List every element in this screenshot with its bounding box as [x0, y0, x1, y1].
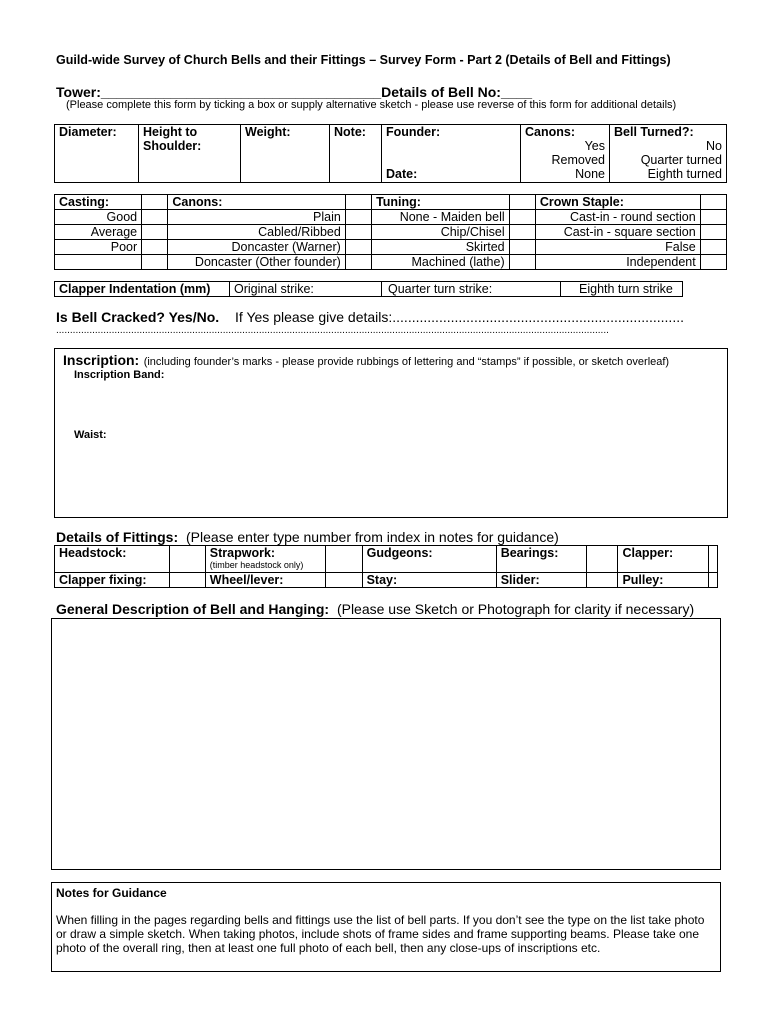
checkbox[interactable]	[509, 255, 535, 270]
wheel-label: Wheel/lever:	[205, 573, 325, 588]
canons-none[interactable]: None	[575, 167, 605, 181]
general-title: General Description of Bell and Hanging:	[56, 601, 330, 617]
checkbox[interactable]	[142, 240, 168, 255]
canons-top-label: Canons:	[525, 125, 575, 139]
inscription-hint: (including founder’s marks - please provide rubbings of lettering and “stamps” if possible, or sketch overleaf)	[143, 356, 670, 368]
crown-square: Cast-in - square section	[535, 225, 700, 240]
quarter-strike-cell[interactable]	[382, 282, 561, 297]
inscription-title: Inscription:	[63, 352, 140, 368]
strapwork-field[interactable]	[325, 546, 362, 573]
eighth-strike-label: Eighth turn strike	[579, 282, 673, 296]
cracked-line	[56, 309, 684, 325]
canons-doncaster-warner: Doncaster (Warner)	[168, 240, 345, 255]
checkbox[interactable]	[142, 225, 168, 240]
notes-title: Notes for Guidance	[56, 886, 167, 900]
crown-round: Cast-in - round section	[535, 210, 700, 225]
fittings-hint: (Please enter type number from index in notes for guidance)	[186, 529, 559, 545]
fittings-table	[54, 545, 718, 588]
bell-details-table	[54, 124, 727, 183]
clapper-indentation-table	[54, 281, 683, 297]
form-title: Guild-wide Survey of Church Bells and their Fittings – Survey Form - Part 2 (Details of Bell and Fittings)	[56, 53, 671, 67]
checkbox[interactable]	[345, 210, 371, 225]
strapwork-label: Strapwork:	[209, 546, 276, 560]
quarter-strike-label: Quarter turn strike:	[388, 282, 493, 296]
crown-label: Crown Staple:	[535, 195, 700, 210]
tuning-machined: Machined (lathe)	[372, 255, 510, 270]
shoulder-label: Shoulder:	[143, 139, 202, 153]
general-hint: (Please use Sketch or Photograph for clarity if necessary)	[336, 601, 695, 617]
original-strike-label: Original strike:	[234, 282, 314, 296]
checkbox[interactable]	[345, 225, 371, 240]
checkbox[interactable]	[345, 195, 371, 210]
slider-field[interactable]	[586, 573, 618, 588]
note-label: Note:	[334, 125, 366, 139]
original-strike-cell[interactable]	[230, 282, 382, 297]
checkbox[interactable]	[345, 255, 371, 270]
headstock-label: Headstock:	[55, 546, 170, 573]
fittings-header	[56, 529, 559, 545]
tuning-chip: Chip/Chisel	[372, 225, 510, 240]
inscription-header	[63, 352, 669, 370]
canons-label: Canons:	[168, 195, 345, 210]
diameter-label: Diameter:	[59, 125, 117, 139]
cracked-details[interactable]: If Yes please give details:...........................................................................	[235, 309, 684, 325]
checkbox[interactable]	[509, 240, 535, 255]
stay-label: Stay:	[362, 573, 496, 588]
bearings-field[interactable]	[586, 546, 618, 573]
tuning-skirted: Skirted	[372, 240, 510, 255]
tuning-label: Tuning:	[372, 195, 510, 210]
instruction-text: (Please complete this form by ticking a box or supply alternative sketch - please use reverse of this form for additional details)	[66, 99, 677, 111]
canons-top-cell[interactable]	[521, 125, 610, 183]
checkbox[interactable]	[142, 195, 168, 210]
strapwork-cell	[205, 546, 325, 573]
diameter-cell[interactable]	[55, 125, 139, 183]
notes-box	[51, 882, 721, 972]
founder-label: Founder:	[386, 125, 441, 139]
bell-turned-label: Bell Turned?:	[614, 125, 694, 139]
gudgeons-label: Gudgeons:	[362, 546, 496, 573]
general-description-box[interactable]	[51, 618, 721, 870]
slider-label: Slider:	[496, 573, 586, 588]
checkbox[interactable]	[700, 240, 726, 255]
checkbox[interactable]	[700, 225, 726, 240]
tower-line: Tower:____________________________________Details of Bell No:____	[56, 84, 533, 100]
canons-plain: Plain	[168, 210, 345, 225]
canons-removed[interactable]: Removed	[551, 153, 605, 167]
canons-doncaster-other: Doncaster (Other founder)	[168, 255, 345, 270]
strapwork-note: (timber headstock only)	[209, 560, 304, 570]
checkbox[interactable]	[700, 255, 726, 270]
checkbox[interactable]	[700, 195, 726, 210]
turned-no[interactable]: No	[706, 139, 722, 153]
canons-cabled: Cabled/Ribbed	[168, 225, 345, 240]
cracked-dots[interactable]: .......................................................................................................................................................................................................	[56, 325, 609, 336]
height-label: Height to	[143, 125, 198, 139]
inscription-band-label: Inscription Band:	[74, 369, 165, 381]
wheel-field[interactable]	[325, 573, 362, 588]
notes-body: When filling in the pages regarding bells and fittings use the list of bell parts. If you don’t see the type on the list take photo or draw a simple sketch. When taking photos, include shots of frame sides and frame supporting beams. Please take one photo of the overall ring, then at least one full photo of each bell, then any close-ups of inscriptions etc.	[56, 913, 705, 955]
casting-average: Average	[55, 225, 142, 240]
note-cell[interactable]	[330, 125, 382, 183]
clapper-label: Clapper:	[618, 546, 709, 573]
turned-quarter[interactable]: Quarter turned	[640, 153, 722, 167]
height-cell[interactable]	[139, 125, 241, 183]
pulley-label: Pulley:	[618, 573, 709, 588]
clapper-indentation-label: Clapper Indentation (mm)	[55, 282, 230, 297]
checkbox[interactable]	[509, 225, 535, 240]
empty-cell	[55, 255, 142, 270]
waist-label: Waist:	[74, 429, 107, 441]
founder-cell[interactable]	[382, 125, 521, 183]
checkbox[interactable]	[345, 240, 371, 255]
inscription-box[interactable]	[54, 348, 728, 518]
weight-label: Weight:	[245, 125, 291, 139]
casting-poor: Poor	[55, 240, 142, 255]
crown-false: False	[535, 240, 700, 255]
checkbox[interactable]	[509, 210, 535, 225]
casting-label: Casting:	[55, 195, 142, 210]
clapper-field[interactable]	[709, 546, 718, 573]
clapper-fixing-field[interactable]	[170, 573, 206, 588]
clapper-fixing-label: Clapper fixing:	[55, 573, 170, 588]
checkbox[interactable]	[700, 210, 726, 225]
bell-turned-cell[interactable]	[610, 125, 727, 183]
canons-yes[interactable]: Yes	[584, 139, 605, 153]
weight-cell[interactable]	[241, 125, 330, 183]
checkbox[interactable]	[142, 210, 168, 225]
turned-eighth[interactable]: Eighth turned	[647, 167, 722, 181]
pulley-field[interactable]	[709, 573, 718, 588]
bearings-label: Bearings:	[496, 546, 586, 573]
crown-independent: Independent	[535, 255, 700, 270]
general-header	[56, 601, 694, 617]
cracked-question: Is Bell Cracked? Yes/No.	[56, 309, 220, 325]
casting-good: Good	[55, 210, 142, 225]
fittings-title: Details of Fittings:	[56, 529, 179, 545]
checkbox[interactable]	[509, 195, 535, 210]
casting-table	[54, 194, 727, 270]
headstock-field[interactable]	[170, 546, 206, 573]
checkbox[interactable]	[142, 255, 168, 270]
date-label: Date:	[386, 167, 418, 181]
eighth-strike-cell[interactable]	[561, 282, 683, 297]
tuning-none: None - Maiden bell	[372, 210, 510, 225]
